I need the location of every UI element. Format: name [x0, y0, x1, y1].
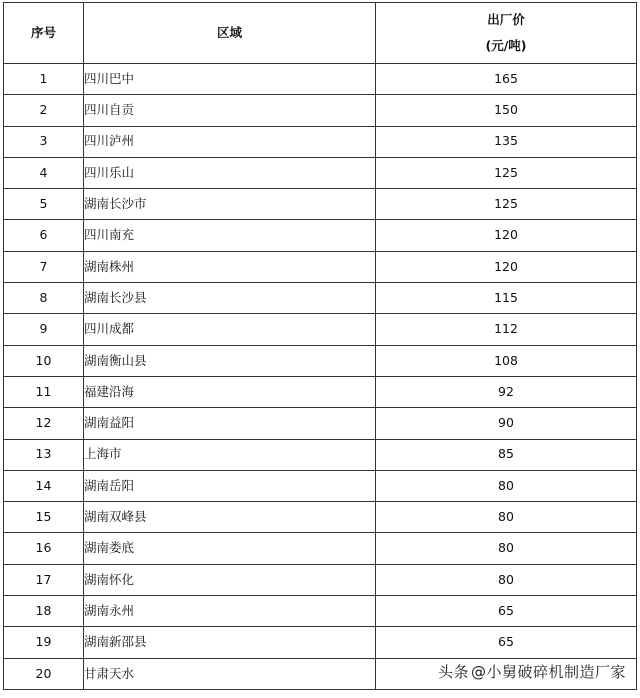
cell-no: 13: [4, 439, 84, 470]
table-row: [4, 314, 637, 345]
cell-region: 湖南永州: [84, 596, 376, 627]
table-row: [4, 283, 637, 314]
cell-no: 11: [4, 376, 84, 407]
cell-no: 14: [4, 470, 84, 501]
cell-region: 福建沿海: [84, 376, 376, 407]
header-price: [376, 3, 637, 64]
cell-region: 湖南衡山县: [84, 345, 376, 376]
table-row: [4, 470, 637, 501]
table-row: [4, 345, 637, 376]
cell-price: 135: [376, 126, 637, 157]
cell-region: 上海市: [84, 439, 376, 470]
cell-no: 17: [4, 564, 84, 595]
cell-price: 112: [376, 314, 637, 345]
cell-price: 125: [376, 157, 637, 188]
cell-no: 20: [4, 658, 84, 689]
table-row: [4, 126, 637, 157]
cell-price: 115: [376, 283, 637, 314]
cell-price: 80: [376, 564, 637, 595]
cell-price: 80: [376, 502, 637, 533]
watermark: [438, 661, 626, 682]
table-row: [4, 376, 637, 407]
table-row: [4, 533, 637, 564]
cell-no: 1: [4, 64, 84, 95]
cell-price: 90: [376, 408, 637, 439]
cell-region: 湖南长沙市: [84, 189, 376, 220]
cell-region: 湖南益阳: [84, 408, 376, 439]
cell-region: 湖南长沙县: [84, 283, 376, 314]
cell-region: 四川巴中: [84, 64, 376, 95]
header-no: 序号: [4, 3, 84, 64]
cell-price: 65: [376, 627, 637, 658]
cell-no: 5: [4, 189, 84, 220]
watermark-account: @小舅破碎机制造厂家: [470, 663, 626, 681]
cell-no: 16: [4, 533, 84, 564]
cell-no: 18: [4, 596, 84, 627]
cell-region: 湖南新邵县: [84, 627, 376, 658]
cell-region: 四川成都: [84, 314, 376, 345]
cell-price: 120: [376, 251, 637, 282]
cell-region: 湖南岳阳: [84, 470, 376, 501]
header-row: [4, 3, 637, 64]
cell-region: 湖南株州: [84, 251, 376, 282]
table-body: [4, 64, 637, 690]
table-row: [4, 408, 637, 439]
watermark-prefix: 头条: [437, 663, 469, 681]
table-row: [4, 502, 637, 533]
cell-region: 四川自贡: [84, 95, 376, 126]
cell-no: 7: [4, 251, 84, 282]
price-table: [3, 2, 637, 690]
cell-price: 85: [376, 439, 637, 470]
cell-region: 四川泸州: [84, 126, 376, 157]
cell-no: 3: [4, 126, 84, 157]
table-row: [4, 64, 637, 95]
table-row: [4, 596, 637, 627]
cell-no: 6: [4, 220, 84, 251]
cell-no: 4: [4, 157, 84, 188]
cell-region: 甘肃天水: [84, 658, 376, 689]
cell-no: 10: [4, 345, 84, 376]
table-row: [4, 95, 637, 126]
table-header: [4, 3, 637, 64]
cell-price: 165: [376, 64, 637, 95]
cell-region: 四川南充: [84, 220, 376, 251]
header-region: 区域: [84, 3, 376, 64]
table-row: [4, 439, 637, 470]
table-row: [4, 564, 637, 595]
cell-no: 2: [4, 95, 84, 126]
cell-no: 9: [4, 314, 84, 345]
table-row: [4, 220, 637, 251]
table-row: [4, 189, 637, 220]
cell-price: 150: [376, 95, 637, 126]
cell-price: 120: [376, 220, 637, 251]
cell-price: 108: [376, 345, 637, 376]
cell-no: 12: [4, 408, 84, 439]
cell-region: 四川乐山: [84, 157, 376, 188]
table-row: [4, 157, 637, 188]
table-row: [4, 251, 637, 282]
cell-no: 19: [4, 627, 84, 658]
header-price-title: 出厂价: [487, 11, 525, 27]
header-price-unit: (元/吨): [485, 38, 527, 53]
cell-price: 80: [376, 470, 637, 501]
cell-region: 湖南双峰县: [84, 502, 376, 533]
cell-region: 湖南怀化: [84, 564, 376, 595]
cell-region: 湖南娄底: [84, 533, 376, 564]
cell-price: 65: [376, 596, 637, 627]
cell-price: 92: [376, 376, 637, 407]
cell-no: 15: [4, 502, 84, 533]
cell-no: 8: [4, 283, 84, 314]
table-row: [4, 627, 637, 658]
cell-price: 125: [376, 189, 637, 220]
cell-price: 80: [376, 533, 637, 564]
